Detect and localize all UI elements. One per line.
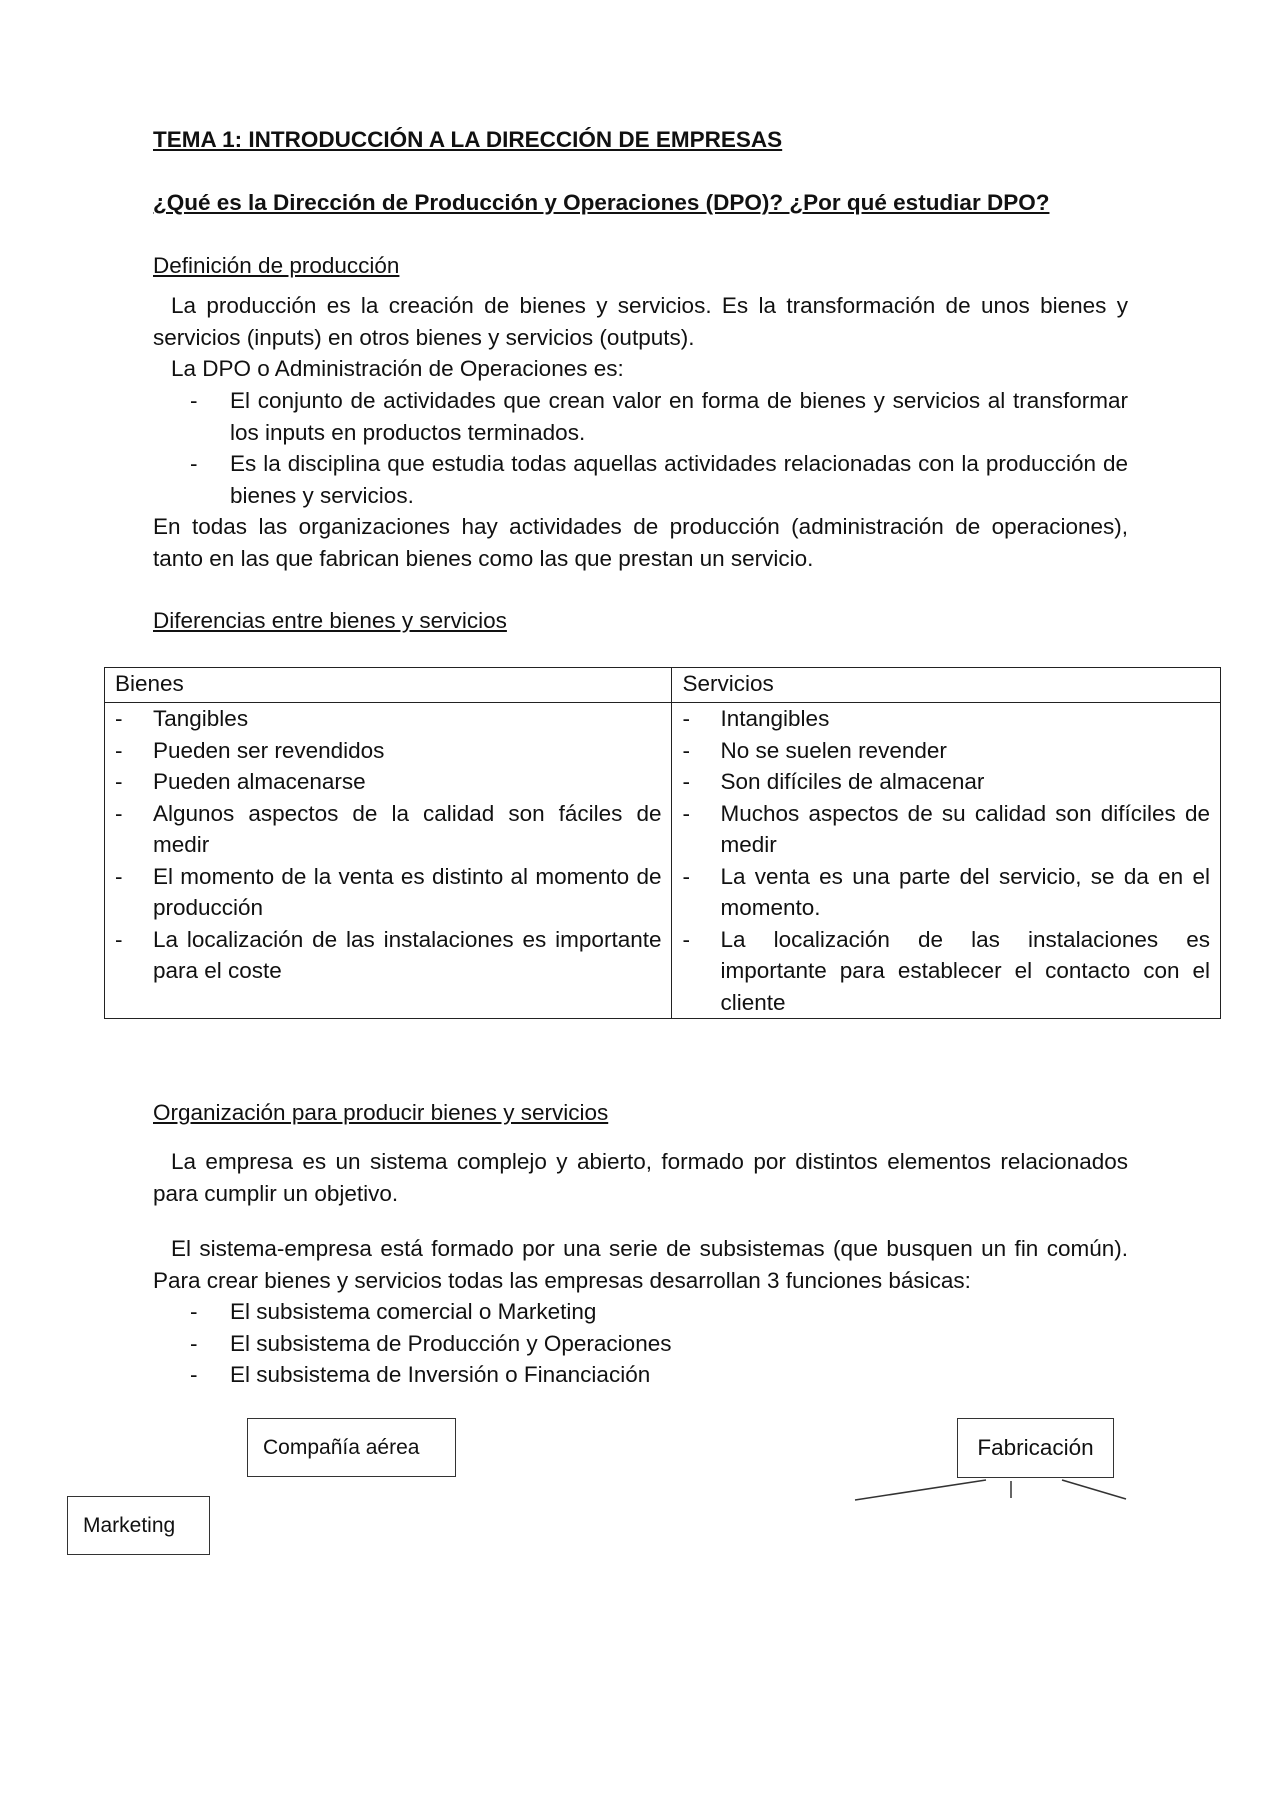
differences-heading: Diferencias entre bienes y servicios bbox=[153, 608, 507, 633]
list-item: - Es la disciplina que estudia todas aquellas actividades relacionadas con la producción de bienes y servicios. bbox=[190, 448, 1128, 511]
connector-line-right bbox=[1062, 1480, 1126, 1499]
definition-paragraph: La producción es la creación de bienes y servicios. Es la transformación de unos bienes y servicios (inputs) en otros bienes y servicios (outputs). bbox=[153, 293, 1128, 350]
diagram-box-manufacturing-label: Fabricación bbox=[977, 1435, 1094, 1460]
list-item: - Algunos aspectos de la calidad son fáciles de medir bbox=[115, 798, 661, 861]
column-header-servicios: Servicios bbox=[672, 668, 1221, 703]
connector-line-left bbox=[855, 1480, 986, 1500]
list-item: - El subsistema de Producción y Operaciones bbox=[190, 1328, 1128, 1360]
diagram-box-manufacturing bbox=[957, 1418, 1114, 1478]
list-item: - No se suelen revender bbox=[682, 735, 1210, 767]
diagram-box-airline bbox=[247, 1418, 456, 1477]
diagram-box-airline-label: Compañía aérea bbox=[263, 1435, 420, 1459]
document-title: TEMA 1: INTRODUCCIÓN A LA DIRECCIÓN DE EMPRESAS bbox=[153, 127, 783, 152]
organization-heading: Organización para producir bienes y servicios bbox=[153, 1100, 609, 1125]
organization-paragraph-1: La empresa es un sistema complejo y abierto, formado por distintos elementos relacionados para cumplir un objetivo. bbox=[153, 1149, 1128, 1206]
list-item: - El subsistema de Inversión o Financiación bbox=[190, 1359, 1128, 1391]
list-item: - Son difíciles de almacenar bbox=[682, 766, 1210, 798]
organizations-paragraph: En todas las organizaciones hay actividades de producción (administración de operaciones), tanto en las que fabrican bienes como las que prestan un servicio. bbox=[153, 514, 1128, 571]
list-item: - Pueden ser revendidos bbox=[115, 735, 661, 767]
column-header-bienes: Bienes bbox=[105, 668, 672, 703]
list-item: - Intangibles bbox=[682, 703, 1210, 735]
definition-heading: Definición de producción bbox=[153, 253, 400, 278]
list-item: - El subsistema comercial o Marketing bbox=[190, 1296, 1128, 1328]
list-item: - El momento de la venta es distinto al momento de producción bbox=[115, 861, 661, 924]
list-item: - La localización de las instalaciones es importante para establecer el contacto con el cliente bbox=[682, 924, 1210, 1019]
question-heading: ¿Qué es la Dirección de Producción y Operaciones (DPO)? ¿Por qué estudiar DPO? bbox=[153, 190, 1050, 215]
organization-paragraph-2: El sistema-empresa está formado por una serie de subsistemas (que busquen un fin común). Para crear bienes y servicios todas las empresas desarrollan 3 funciones básicas: bbox=[153, 1236, 1128, 1293]
list-item: - La venta es una parte del servicio, se da en el momento. bbox=[682, 861, 1210, 924]
list-item: - Pueden almacenarse bbox=[115, 766, 661, 798]
list-item: - Tangibles bbox=[115, 703, 661, 735]
list-item: - Muchos aspectos de su calidad son difíciles de medir bbox=[682, 798, 1210, 861]
diagram-box-marketing-label: Marketing bbox=[83, 1513, 176, 1537]
dpo-intro: La DPO o Administración de Operaciones es: bbox=[171, 356, 624, 381]
diagram-box-marketing bbox=[67, 1496, 210, 1555]
list-item: - El conjunto de actividades que crean valor en forma de bienes y servicios al transformar los inputs en productos terminados. bbox=[190, 385, 1128, 448]
list-item: - La localización de las instalaciones es importante para el coste bbox=[115, 924, 661, 987]
